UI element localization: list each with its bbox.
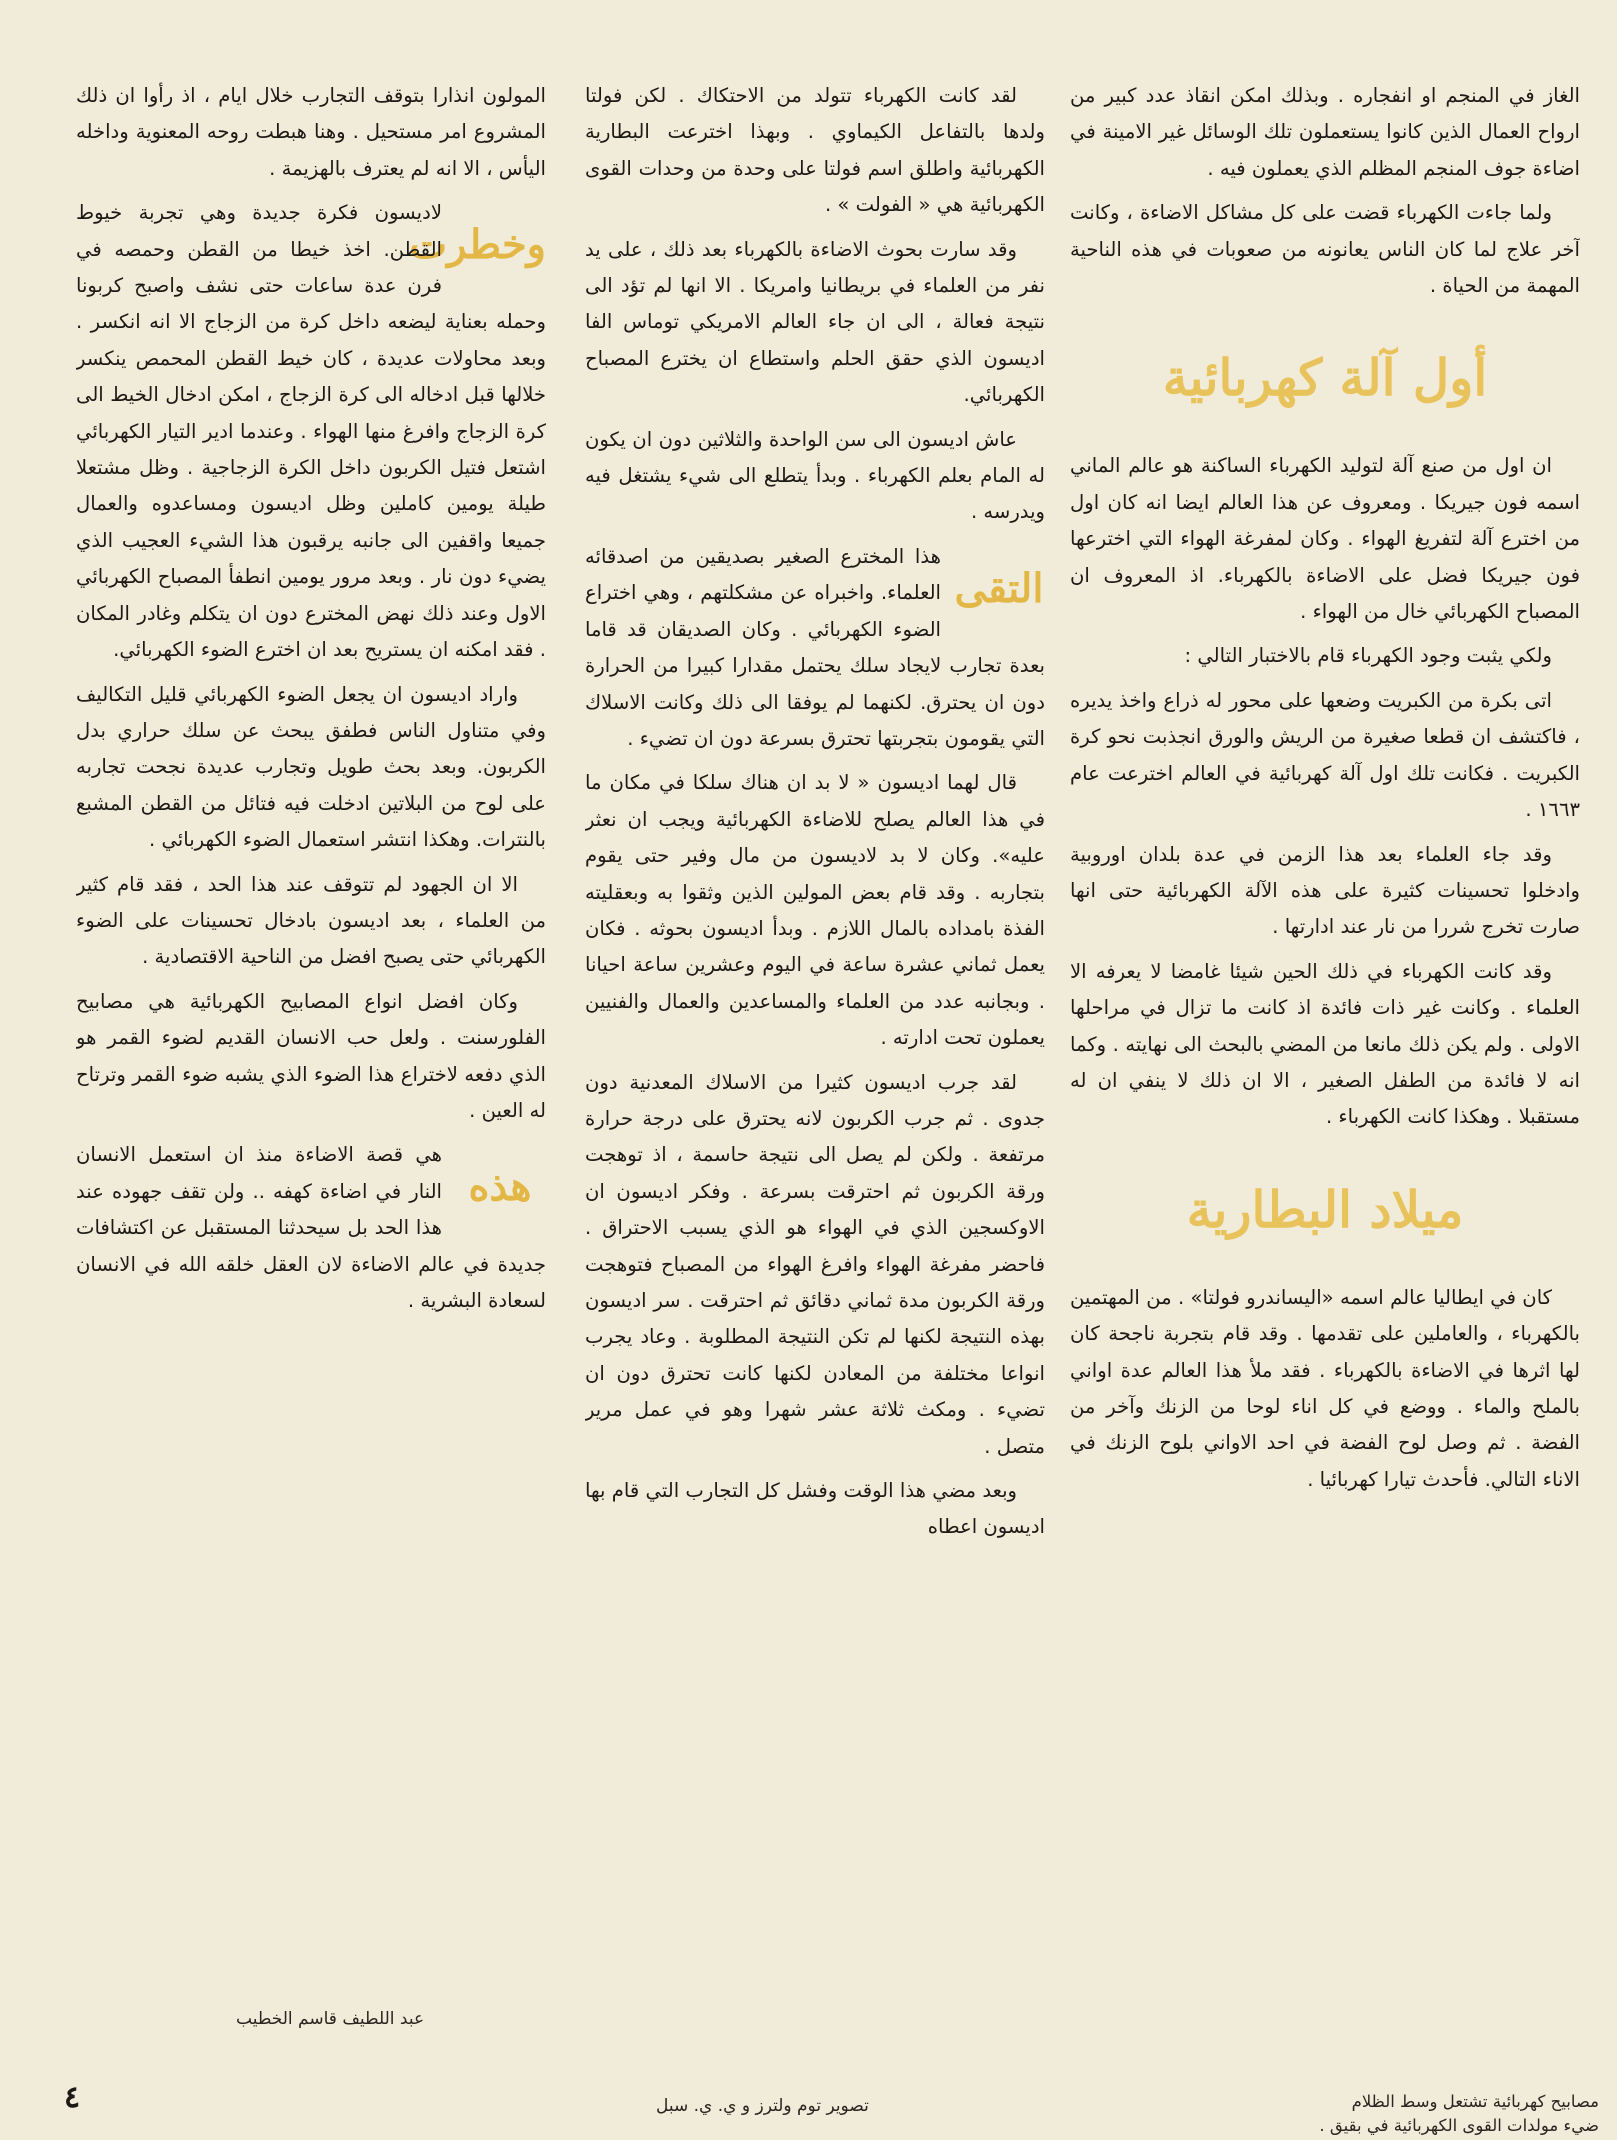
section-heading-battery-birth: ميلاد البطارية bbox=[1186, 1179, 1464, 1239]
paragraph: عاش اديسون الى سن الواحدة والثلاثين دون ان يكون له المام بعلم الكهرباء . وبدأ يتطلع الى شيء يشتغل فيه ويدرسه . bbox=[585, 427, 1045, 524]
paragraph: وقد كانت الكهرباء في ذلك الحين شيئا غامضا لا يعرفه الا العلماء . وكانت غير ذات فائدة اذ كانت ما تزال في مراحلها الاولى . ولم يكن ذلك مانعا من المضي بالبحث الى نهايته . وكما انه لا فائدة من الطفل الصغير ، الا ان ذلك لا ينفي ان له مستقبلا . وهكذا كانت الكهرباء . bbox=[1070, 959, 1580, 1129]
caption-line: مصابيح كهربائية تشتعل وسط الظلام bbox=[1351, 2092, 1599, 2111]
paragraph: وبعد مضي هذا الوقت وفشل كل التجارب التي قام بها اديسون اعطاه bbox=[585, 1479, 1045, 1539]
paragraph: وكان افضل انواع المصابيح الكهربائية هي مصابيح الفلورسنت . ولعل حب الانسان القديم لضوء القمر هو الذي دفعه لاختراع هذا الضوء الذي يشبه ضوء القمر وترتاح له العين . bbox=[76, 989, 546, 1122]
page-number: ٤ bbox=[64, 2080, 81, 2115]
photo-credit: تصوير توم ولترز و ي. ي. سبل bbox=[656, 2096, 869, 2116]
paragraph: قال لهما اديسون « لا بد ان هناك سلكا في مكان ما في هذا العالم يصلح للاضاءة الكهربائية ويجب ان نعثر عليه». وكان لا بد لاديسون من مال وفير حتى يقوم بتجاربه . وقد قام بعض المولين الذين وثقوا به وبعقليته الفذة بامداده بالمال اللازم . وبدأ اديسون بحوثه . فكان يعمل ثماني عشرة ساعة في اليوم وعشرين ساعة احيانا . وبجانبه عدد من العلماء والمساعدين والعمال والفنيين يعملون تحت ادارته . bbox=[585, 771, 1045, 1050]
paragraph: لقد كانت الكهرباء تتولد من الاحتكاك . لكن فولتا ولدها بالتفاعل الكيماوي . وبهذا اخترعت البطارية الكهربائية واطلق اسم فولتا على وحدة من وحدات القوى الكهربائية هي « الفولت » . bbox=[585, 84, 1045, 217]
paragraph: الغاز في المنجم او انفجاره . وبذلك امكن انقاذ عدد كبير من ارواح العمال الذين كانوا يستعملون تلك الوسائل غير الامينة في اضاءة جوف المنجم المظلم الذي يعملون فيه . bbox=[1070, 84, 1580, 180]
paragraph: هي قصة الاضاءة منذ ان استعمل الانسان النار في اضاءة كهفه .. ولن تقف جهوده عند هذا الحد بل سيحدثنا المستقبل عن اكتشافات جديدة في عالم الاضاءة لان العقل خلقه الله في الانسان لسعادة البشرية . bbox=[76, 1143, 546, 1312]
paragraph: وقد جاء العلماء بعد هذا الزمن في عدة بلدان اوروبية وادخلوا تحسينات كثيرة على هذه الآلة الكهربائية حتى انها صارت تخرج شررا من نار عند ادارتها . bbox=[1070, 842, 1580, 939]
paragraph: المولون انذارا بتوقف التجارب خلال ايام ، اذ رأوا ان ذلك المشروع امر مستحيل . وهنا هبطت روحه المعنوية وداخله اليأس ، الا انه لم يعترف بالهزيمة . bbox=[76, 84, 546, 180]
paragraph: لقد جرب اديسون كثيرا من الاسلاك المعدنية دون جدوى . ثم جرب الكربون لانه يحترق على درجة حرارة مرتفعة . ولكن لم يصل الى نتيجة حاسمة ، اذ توهجت ورقة الكربون ثم احترقت بسرعة . وفكر اديسون ان الاوكسجين الذي في الهواء هو الذي يسبب الاحتراق . فاحضر مفرغة الهواء وافرغ الهواء من المصباح فتوهجت ورقة الكربون مدة ثماني دقائق ثم احترقت . سر اديسون بهذه النتيجة لكنها لم تكن النتيجة المطلوبة . وعاد يجرب انواعا مختلفة من المعادن لكنها كانت تحترق دون ان تضيء . ومكث ثلاثة عشر شهرا وهو في عمل مرير متصل . bbox=[585, 1070, 1045, 1458]
article-column-right bbox=[1070, 78, 1580, 2028]
paragraph: وقد سارت بحوث الاضاءة بالكهرباء بعد ذلك ، على يد نفر من العلماء في بريطانيا وامريكا . الا انها لم تؤد الى نتيجة فعالة ، الى ان جاء العالم الامريكي توماس الفا اديسون الذي حقق الحلم واستطاع ان يخترع المصباح الكهربائي. bbox=[585, 237, 1045, 407]
drop-word-this: هذه bbox=[468, 1163, 532, 1211]
paragraph: ولما جاءت الكهرباء قضت على كل مشاكل الاضاءة ، وكانت آخر علاج لما كان الناس يعانونه من صعوبات في هذه الناحية المهمة من الحياة . bbox=[1070, 201, 1580, 298]
paragraph: لاديسون فكرة جديدة وهي تجربة خيوط القطن. اخذ خيطا من القطن وحمصه في فرن عدة ساعات حتى نشف واصبح كربونا وحمله بعناية ليضعه داخل كرة من الزجاج الا انه انكسر . وبعد محاولات عديدة ، كان خيط القطن المحمص ينكسر خلالها قبل ادخاله الى كرة الزجاج ، امكن ادخال الخيط الى كرة الزجاج وافرغ منها الهواء . وعندما ادير التيار الكهربائي اشتعل فتيل الكربون داخل الكرة الزجاجية . وظل مشتعلا طيلة يومين كاملين وظل اديسون ومساعدوه والعمال جميعا واقفين الى جانبه يرقبون هذا الشيء العجيب الذي يضيء دون نار . وبعد مرور يومين انطفأ المصباح الكهربائي الاول وعند ذلك نهض المخترع دون ان يتكلم وغادر المكان . فقد امكنه ان يستريح بعد ان اخترع الضوء الكهربائي. bbox=[76, 201, 546, 662]
paragraph: اتى بكرة من الكبريت وضعها على محور له ذراع واخذ يديره ، فاكتشف ان قطعا صغيرة من الريش والورق انجذبت نحو كرة الكبريت . فكانت تلك اول آلة كهربائية في العالم اخترعت عام ١٦٦٣ . bbox=[1070, 688, 1580, 822]
author-byline: عبد اللطيف قاسم الخطيب bbox=[236, 2009, 425, 2029]
article-column-left bbox=[76, 78, 546, 2028]
section-heading-first-machine: أول آلة كهربائية bbox=[1162, 348, 1488, 408]
drop-word-meet: التقى bbox=[954, 564, 1044, 612]
paragraph: كان في ايطاليا عالم اسمه «اليساندرو فولتا» . من المهتمين بالكهرباء ، والعاملين على تقدمها . وقد قام بتجربة ناجحة كان لها اثرها في الاضاءة بالكهرباء . فقد ملأ هذا العالم عدة اواني بالملح والماء . ووضع في كل اناء لوحا من الزنك وآخر من الفضة . ثم وصل لوح الفضة في احد الاواني بلوح الزنك في الاناء التالي. فأحدث تيارا كهربائيا . bbox=[1070, 1285, 1580, 1491]
paragraph: ولكي يثبت وجود الكهرباء قام بالاختبار التالي : bbox=[1184, 644, 1552, 668]
article-column-middle bbox=[585, 78, 1045, 2028]
drop-word-idea: وخطرت bbox=[409, 221, 546, 269]
photo-caption bbox=[1129, 2090, 1599, 2138]
paragraph: الا ان الجهود لم تتوقف عند هذا الحد ، فقد قام كثير من العلماء ، بعد اديسون بادخال تحسينات على الضوء الكهربائي حتى يصبح افضل من الناحية الاقتصادية . bbox=[76, 872, 546, 969]
paragraph: واراد اديسون ان يجعل الضوء الكهربائي قليل التكاليف وفي متناول الناس فطفق يبحث عن سلك حراري بدل الكربون. وبعد بحث طويل وتجارب عديدة نجحت تجاربه على لوح من البلاتين ادخلت فيه فتائل من القطن المشبع بالنترات. وهكذا انتشر استعمال الضوء الكهربائي . bbox=[76, 682, 546, 852]
paragraph: ان اول من صنع آلة لتوليد الكهرباء الساكنة هو عالم الماني اسمه فون جيريكا . ومعروف عن هذا العالم ايضا انه كان اول من اخترع آلة لتفريغ الهواء . وكان لمفرغة الهواء التي اخترعها فون جيريكا فضل على الاضاءة بالكهرباء. اذ المعروف ان المصباح الكهربائي خال من الهواء . bbox=[1070, 454, 1580, 624]
paragraph: هذا المخترع الصغير بصديقين من اصدقائه العلماء. واخبراه عن مشكلتهم ، وهي اختراع الضوء الكهربائي . وكان الصديقان قد قاما بعدة تجارب لايجاد سلك يحتمل مقدارا كبيرا من الحرارة دون ان يحترق. لكنهما لم يوفقا الى ذلك وكانت الاسلاك التي يقومون بتجربتها تحترق بسرعة دون ان تضيء . bbox=[585, 544, 1045, 750]
caption-line: ضيء مولدات القوى الكهربائية في بقيق . bbox=[1319, 2116, 1599, 2135]
